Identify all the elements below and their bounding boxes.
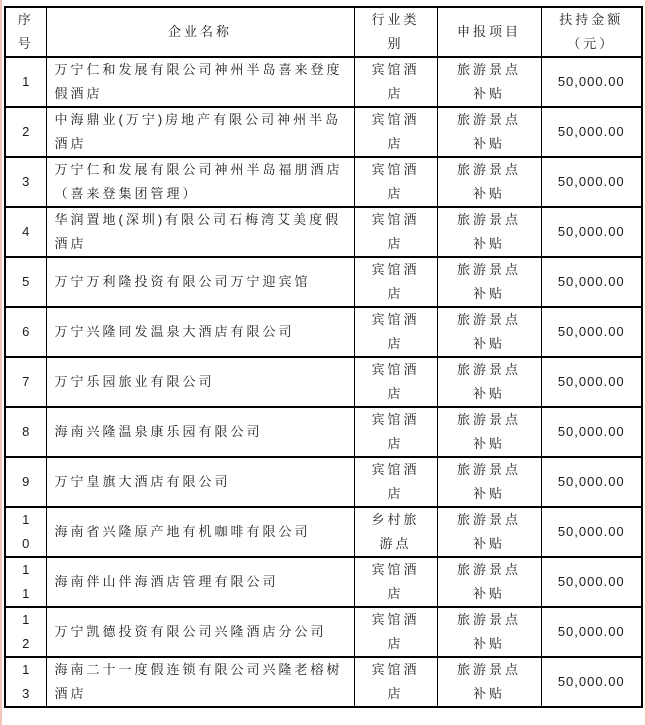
cell-industry bbox=[354, 57, 437, 107]
serial-number-value: 9 bbox=[22, 474, 30, 490]
serial-number-value: 12 bbox=[22, 612, 30, 651]
cell-industry bbox=[354, 307, 437, 357]
cell-project bbox=[437, 607, 541, 657]
project-value: 旅游景点补贴 bbox=[456, 162, 521, 201]
industry-value: 宾馆酒店 bbox=[371, 462, 420, 501]
amount-value: 50,000.00 bbox=[557, 374, 625, 389]
cell-amount bbox=[541, 207, 642, 257]
cell-project bbox=[437, 407, 541, 457]
cell-company-name bbox=[46, 557, 354, 607]
cell-amount bbox=[541, 407, 642, 457]
amount-value: 50,000.00 bbox=[557, 524, 625, 539]
project-value: 旅游景点补贴 bbox=[456, 512, 521, 551]
company-name-value: 万宁兴隆同发温泉大酒店有限公司 bbox=[54, 324, 295, 339]
serial-number-value: 5 bbox=[22, 274, 30, 290]
company-name-value: 万宁乐园旅业有限公司 bbox=[54, 374, 215, 389]
industry-value: 宾馆酒店 bbox=[371, 312, 420, 351]
industry-value: 宾馆酒店 bbox=[371, 262, 420, 301]
cell-industry bbox=[354, 457, 437, 507]
cell-amount bbox=[541, 657, 642, 707]
cell-amount bbox=[541, 357, 642, 407]
industry-value: 宾馆酒店 bbox=[371, 612, 420, 651]
project-value: 旅游景点补贴 bbox=[456, 62, 521, 101]
cell-company-name bbox=[46, 657, 354, 707]
cell-industry bbox=[354, 107, 437, 157]
cell-serial-number bbox=[5, 507, 46, 557]
project-value: 旅游景点补贴 bbox=[456, 212, 521, 251]
cell-industry bbox=[354, 507, 437, 557]
cell-serial-number bbox=[5, 207, 46, 257]
header-row bbox=[5, 7, 642, 57]
cell-amount bbox=[541, 157, 642, 207]
industry-value: 宾馆酒店 bbox=[371, 562, 420, 601]
cell-project bbox=[437, 257, 541, 307]
serial-number-value: 11 bbox=[22, 562, 30, 601]
project-value: 旅游景点补贴 bbox=[456, 612, 521, 651]
cell-industry bbox=[354, 657, 437, 707]
table-row bbox=[5, 307, 642, 357]
page-edge-line-left bbox=[0, 0, 2, 725]
serial-number-value: 7 bbox=[22, 374, 30, 390]
industry-value: 宾馆酒店 bbox=[371, 662, 420, 701]
project-value: 旅游景点补贴 bbox=[456, 312, 521, 351]
company-name-value: 万宁仁和发展有限公司神州半岛福朋酒店（喜来登集团管理） bbox=[54, 162, 343, 201]
cell-serial-number bbox=[5, 557, 46, 607]
cell-industry bbox=[354, 607, 437, 657]
cell-project bbox=[437, 57, 541, 107]
serial-number-value: 3 bbox=[22, 174, 30, 190]
company-name-value: 万宁凯德投资有限公司兴隆酒店分公司 bbox=[54, 624, 327, 639]
project-value: 旅游景点补贴 bbox=[456, 112, 521, 151]
table-row bbox=[5, 207, 642, 257]
cell-company-name bbox=[46, 157, 354, 207]
cell-amount bbox=[541, 507, 642, 557]
serial-number-value: 4 bbox=[22, 224, 30, 240]
table-row bbox=[5, 607, 642, 657]
amount-value: 50,000.00 bbox=[557, 124, 625, 139]
company-name-value: 中海鼎业(万宁)房地产有限公司神州半岛酒店 bbox=[54, 112, 342, 151]
serial-number-value: 2 bbox=[22, 124, 30, 140]
cell-serial-number bbox=[5, 57, 46, 107]
cell-company-name bbox=[46, 307, 354, 357]
header-declared-project bbox=[437, 7, 541, 57]
cell-amount bbox=[541, 307, 642, 357]
cell-serial-number bbox=[5, 307, 46, 357]
project-value: 旅游景点补贴 bbox=[456, 562, 521, 601]
table-header bbox=[5, 7, 642, 57]
project-value: 旅游景点补贴 bbox=[456, 412, 521, 451]
cell-company-name bbox=[46, 357, 354, 407]
amount-value: 50,000.00 bbox=[557, 324, 625, 339]
project-value: 旅游景点补贴 bbox=[456, 362, 521, 401]
cell-serial-number bbox=[5, 607, 46, 657]
table-row bbox=[5, 457, 642, 507]
serial-number-value: 1 bbox=[22, 74, 30, 90]
serial-number-value: 6 bbox=[22, 324, 30, 340]
header-company-name bbox=[46, 7, 354, 57]
amount-value: 50,000.00 bbox=[557, 274, 625, 289]
company-name-value: 海南二十一度假连锁有限公司兴隆老榕树酒店 bbox=[54, 662, 343, 701]
table-row bbox=[5, 57, 642, 107]
amount-value: 50,000.00 bbox=[557, 174, 625, 189]
cell-amount bbox=[541, 457, 642, 507]
cell-industry bbox=[354, 407, 437, 457]
cell-project bbox=[437, 557, 541, 607]
cell-project bbox=[437, 207, 541, 257]
project-value: 旅游景点补贴 bbox=[456, 462, 521, 501]
project-value: 旅游景点补贴 bbox=[456, 662, 521, 701]
cell-project bbox=[437, 357, 541, 407]
serial-number-value: 13 bbox=[22, 662, 30, 701]
table-row bbox=[5, 507, 642, 557]
cell-company-name bbox=[46, 407, 354, 457]
table-row bbox=[5, 407, 642, 457]
cell-project bbox=[437, 507, 541, 557]
serial-number-value: 10 bbox=[22, 512, 30, 551]
company-name-value: 海南省兴隆原产地有机咖啡有限公司 bbox=[54, 524, 311, 539]
header-industry-category-label: 行业类别 bbox=[371, 12, 420, 51]
cell-serial-number bbox=[5, 457, 46, 507]
cell-amount bbox=[541, 257, 642, 307]
cell-company-name bbox=[46, 207, 354, 257]
header-declared-project-label: 申报项目 bbox=[456, 24, 521, 40]
company-name-value: 华润置地(深圳)有限公司石梅湾艾美度假酒店 bbox=[54, 212, 342, 251]
cell-company-name bbox=[46, 507, 354, 557]
cell-company-name bbox=[46, 57, 354, 107]
cell-amount bbox=[541, 107, 642, 157]
table-row bbox=[5, 657, 642, 707]
header-serial-number-label: 序号 bbox=[17, 12, 34, 51]
amount-value: 50,000.00 bbox=[557, 574, 625, 589]
header-support-amount bbox=[541, 7, 642, 57]
company-name-value: 万宁仁和发展有限公司神州半岛喜来登度假酒店 bbox=[54, 62, 343, 101]
cell-amount bbox=[541, 557, 642, 607]
cell-serial-number bbox=[5, 257, 46, 307]
cell-project bbox=[437, 457, 541, 507]
industry-value: 宾馆酒店 bbox=[371, 162, 420, 201]
company-name-value: 万宁万利隆投资有限公司万宁迎宾馆 bbox=[54, 274, 311, 289]
amount-value: 50,000.00 bbox=[557, 474, 625, 489]
company-name-value: 万宁皇旗大酒店有限公司 bbox=[54, 474, 231, 489]
header-industry-category bbox=[354, 7, 437, 57]
industry-value: 宾馆酒店 bbox=[371, 112, 420, 151]
cell-industry bbox=[354, 257, 437, 307]
header-support-amount-label: 扶持金额（元） bbox=[559, 12, 624, 51]
cell-amount bbox=[541, 607, 642, 657]
cell-company-name bbox=[46, 257, 354, 307]
amount-value: 50,000.00 bbox=[557, 624, 625, 639]
cell-project bbox=[437, 307, 541, 357]
cell-project bbox=[437, 157, 541, 207]
cell-serial-number bbox=[5, 657, 46, 707]
serial-number-value: 8 bbox=[22, 424, 30, 440]
company-name-value: 海南伴山伴海酒店管理有限公司 bbox=[54, 574, 279, 589]
table-body bbox=[5, 57, 642, 707]
cell-serial-number bbox=[5, 407, 46, 457]
cell-industry bbox=[354, 207, 437, 257]
header-company-name-label: 企业名称 bbox=[167, 24, 232, 39]
industry-value: 宾馆酒店 bbox=[371, 362, 420, 401]
subsidy-table bbox=[4, 6, 643, 708]
amount-value: 50,000.00 bbox=[557, 424, 625, 439]
cell-serial-number bbox=[5, 357, 46, 407]
cell-industry bbox=[354, 557, 437, 607]
cell-serial-number bbox=[5, 157, 46, 207]
amount-value: 50,000.00 bbox=[557, 74, 625, 89]
industry-value: 宾馆酒店 bbox=[371, 212, 420, 251]
industry-value: 乡村旅游点 bbox=[371, 512, 420, 551]
cell-industry bbox=[354, 357, 437, 407]
amount-value: 50,000.00 bbox=[557, 674, 625, 689]
table-row bbox=[5, 107, 642, 157]
amount-value: 50,000.00 bbox=[557, 224, 625, 239]
table-row bbox=[5, 557, 642, 607]
cell-amount bbox=[541, 57, 642, 107]
header-serial-number bbox=[5, 7, 46, 57]
table-row bbox=[5, 257, 642, 307]
cell-company-name bbox=[46, 607, 354, 657]
cell-serial-number bbox=[5, 107, 46, 157]
project-value: 旅游景点补贴 bbox=[456, 262, 521, 301]
industry-value: 宾馆酒店 bbox=[371, 62, 420, 101]
cell-industry bbox=[354, 157, 437, 207]
cell-company-name bbox=[46, 107, 354, 157]
cell-project bbox=[437, 107, 541, 157]
cell-company-name bbox=[46, 457, 354, 507]
table-row bbox=[5, 357, 642, 407]
industry-value: 宾馆酒店 bbox=[371, 412, 420, 451]
company-name-value: 海南兴隆温泉康乐园有限公司 bbox=[54, 424, 263, 439]
table-row bbox=[5, 157, 642, 207]
cell-project bbox=[437, 657, 541, 707]
